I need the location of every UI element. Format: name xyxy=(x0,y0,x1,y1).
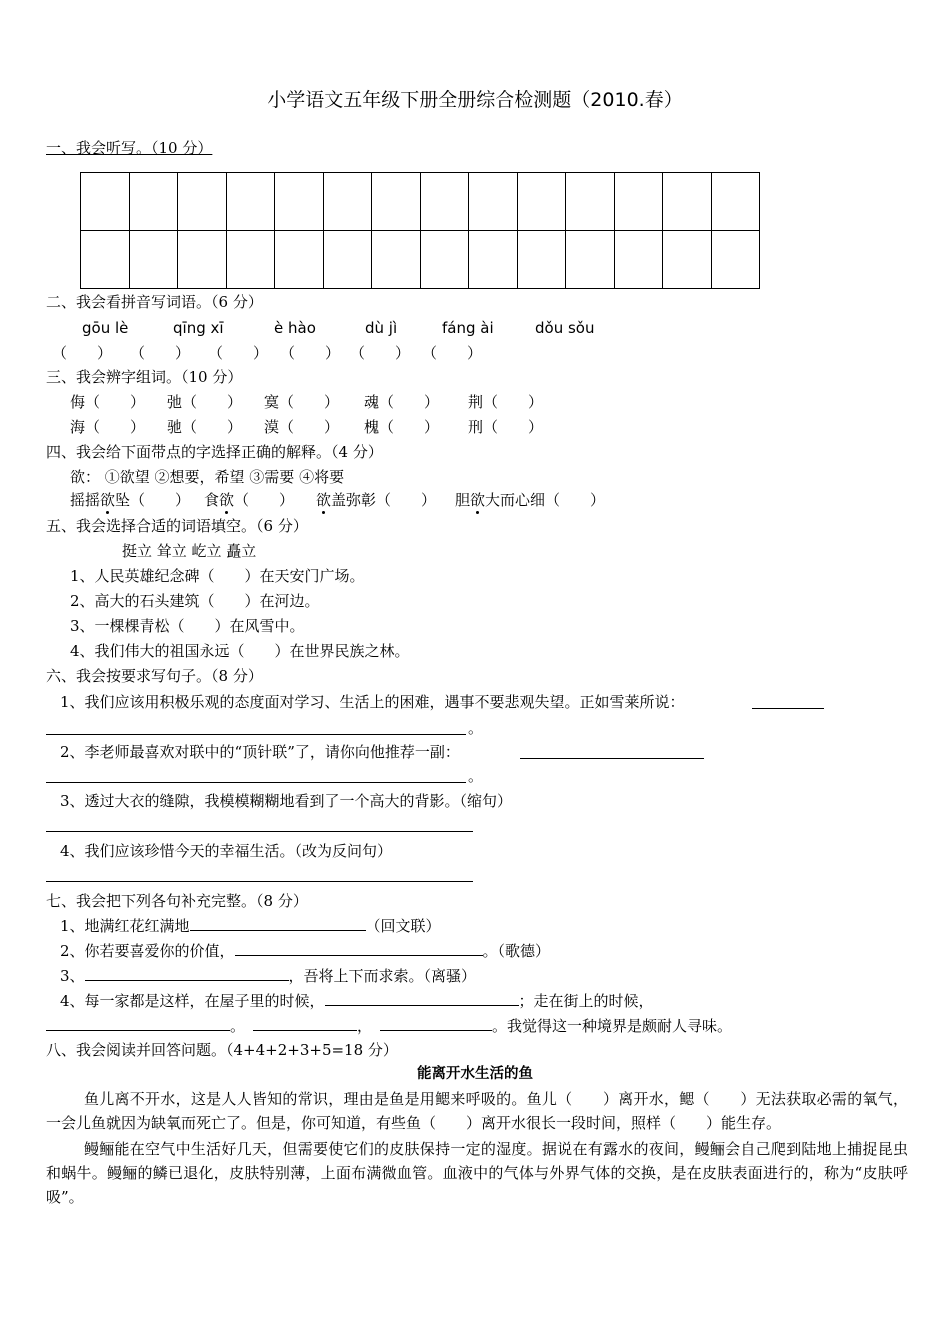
grid-cell[interactable] xyxy=(178,231,227,289)
answer-blank[interactable] xyxy=(325,990,519,1006)
grid-cell[interactable] xyxy=(663,173,712,231)
question-7-4: 4、每一家都是这样，在屋子里的时候， ；走在街上的时候， xyxy=(60,992,654,1010)
grid-cell[interactable] xyxy=(566,173,615,231)
page-title: 小学语文五年级下册全册综合检测题（2010.春） xyxy=(267,89,683,111)
word-item: 侮（ ） xyxy=(70,393,146,411)
pinyin-3: è hào xyxy=(274,319,316,337)
grid-cell[interactable] xyxy=(469,173,518,231)
answer-bracket[interactable]: （ ） xyxy=(130,344,191,362)
answer-line[interactable] xyxy=(520,758,704,759)
question-6-3: 3、透过大衣的缝隙，我模模糊糊地看到了一个高大的背影。（缩句） xyxy=(60,792,513,810)
pinyin-5: fáng ài xyxy=(442,319,494,337)
fill-item: 4、我们伟大的祖国永远（ ）在世界民族之林。 xyxy=(70,642,410,660)
article-title: 能离开水生活的鱼 xyxy=(417,1066,533,1082)
word-choices: 挺立 耸立 屹立 矗立 xyxy=(122,542,257,560)
answer-bracket[interactable]: （ ） xyxy=(52,344,113,362)
dotted-char: 欲 xyxy=(470,491,486,509)
article-paragraph-2: 鳗鲡能在空气中生活好几天，但需要使它们的皮肤保持一定的湿度。据说在有露水的夜间，鳗鲡会自己爬到陆地上捕捉昆虫和蜗牛。鳗鲡的鳞已退化，皮肤特别薄，上面布满微血管。血液中的气体与外界气体的交换，是在皮肤表面进行的，称为“皮肤呼吸”。 xyxy=(46,1140,908,1206)
word-item: 漠（ ） xyxy=(264,418,340,436)
grid-cell[interactable] xyxy=(323,231,372,289)
fill-item: 1、人民英雄纪念碑（ ）在天安门广场。 xyxy=(70,567,365,585)
section-5-heading: 五、我会选择合适的词语填空。（6 分） xyxy=(46,517,308,535)
phrase-item: 欲盖弥彰（ ） xyxy=(316,491,437,509)
answer-blank[interactable] xyxy=(253,1015,357,1031)
grid-cell[interactable] xyxy=(81,173,130,231)
question-7-4-cont: 。 ， 。我觉得这一种境界是颇耐人寻味。 xyxy=(46,1015,732,1036)
answer-bracket[interactable]: （ ） xyxy=(280,344,341,362)
article-paragraph-1: 鱼儿离不开水，这是人人皆知的常识，理由是鱼是用鳃来呼吸的。鱼儿（ ）离开水，鳃（ ）无法获取必需的氧气，一会儿鱼就因为缺氧而死亡了。但是，你可知道，有些鱼（ ）离开水很长一段时间，照样（ ）能生存。 xyxy=(46,1090,908,1132)
grid-cell[interactable] xyxy=(323,173,372,231)
grid-row xyxy=(81,173,760,231)
answer-blank[interactable] xyxy=(46,1015,230,1031)
grid-cell[interactable] xyxy=(566,231,615,289)
dictation-grid xyxy=(80,172,760,289)
question-6-2: 2、李老师最喜欢对联中的“顶针联”了，请你向他推荐一副： xyxy=(60,743,460,761)
answer-line[interactable] xyxy=(46,734,466,735)
section-6-heading: 六、我会按要求写句子。（8 分） xyxy=(46,667,263,685)
answer-line[interactable] xyxy=(46,782,466,783)
section-8-heading: 八、我会阅读并回答问题。（4+4+2+3+5=18 分） xyxy=(46,1041,398,1059)
answer-blank[interactable] xyxy=(85,965,289,981)
answer-line[interactable] xyxy=(46,881,473,882)
grid-cell[interactable] xyxy=(663,231,712,289)
grid-cell[interactable] xyxy=(711,173,760,231)
period: 。 xyxy=(468,767,484,785)
word-item: 荆（ ） xyxy=(468,393,544,411)
word-item: 槐（ ） xyxy=(364,418,440,436)
answer-bracket[interactable]: （ ） xyxy=(208,344,269,362)
answer-blank[interactable] xyxy=(380,1015,492,1031)
grid-cell[interactable] xyxy=(420,173,469,231)
section-3-heading: 三、我会辨字组词。（10 分） xyxy=(46,368,243,386)
phrase-item: 摇摇欲坠（ ） xyxy=(70,491,191,509)
grid-cell[interactable] xyxy=(372,231,421,289)
grid-cell[interactable] xyxy=(129,173,178,231)
pinyin-6: dǒu sǒu xyxy=(535,319,595,337)
fill-item: 2、高大的石头建筑（ ）在河边。 xyxy=(70,592,320,610)
grid-row xyxy=(81,231,760,289)
grid-cell[interactable] xyxy=(226,231,275,289)
word-item: 刑（ ） xyxy=(468,418,544,436)
question-6-1: 1、我们应该用积极乐观的态度面对学习、生活上的困难，遇事不要悲观失望。正如雪莱所说： xyxy=(60,693,685,711)
section-1-heading: 一、我会听写。（10 分） xyxy=(46,139,213,157)
grid-cell[interactable] xyxy=(614,231,663,289)
word-item: 弛（ ） xyxy=(167,393,243,411)
meaning-options: 欲： ①欲望 ②想要，希望 ③需要 ④将要 xyxy=(70,468,345,486)
section-4-heading: 四、我会给下面带点的字选择正确的解释。（4 分） xyxy=(46,443,383,461)
grid-cell[interactable] xyxy=(275,173,324,231)
answer-blank[interactable] xyxy=(190,915,366,931)
word-item: 魂（ ） xyxy=(364,393,440,411)
dotted-char: 欲 xyxy=(100,491,116,509)
pinyin-1: gōu lè xyxy=(82,319,129,337)
question-7-2: 2、你若要喜爱你的价值， 。（歌德） xyxy=(60,942,551,960)
grid-cell[interactable] xyxy=(517,231,566,289)
section-2-heading: 二、我会看拼音写词语。（6 分） xyxy=(46,293,263,311)
grid-cell[interactable] xyxy=(129,231,178,289)
grid-cell[interactable] xyxy=(420,231,469,289)
word-item: 寞（ ） xyxy=(264,393,340,411)
question-6-4: 4、我们应该珍惜今天的幸福生活。（改为反问句） xyxy=(60,842,393,860)
grid-cell[interactable] xyxy=(178,173,227,231)
grid-cell[interactable] xyxy=(275,231,324,289)
answer-bracket[interactable]: （ ） xyxy=(422,344,483,362)
dotted-char: 欲 xyxy=(316,491,332,509)
grid-cell[interactable] xyxy=(81,231,130,289)
answer-blank[interactable] xyxy=(235,940,483,956)
pinyin-2: qīng xī xyxy=(173,319,224,337)
answer-line[interactable] xyxy=(752,708,824,709)
grid-cell[interactable] xyxy=(372,173,421,231)
pinyin-4: dù jì xyxy=(365,319,398,337)
grid-cell[interactable] xyxy=(711,231,760,289)
word-item: 驰（ ） xyxy=(167,418,243,436)
phrase-item: 胆欲大而心细（ ） xyxy=(455,491,606,509)
question-7-1: 1、地满红花红满地 （回文联） xyxy=(60,917,441,935)
dotted-char: 欲 xyxy=(219,491,235,509)
period: 。 xyxy=(468,719,484,737)
question-7-3: 3、 ，吾将上下而求索。（离骚） xyxy=(60,967,477,985)
fill-item: 3、一棵棵青松（ ）在风雪中。 xyxy=(70,617,305,635)
section-7-heading: 七、我会把下列各句补充完整。（8 分） xyxy=(46,892,308,910)
grid-cell[interactable] xyxy=(469,231,518,289)
grid-cell[interactable] xyxy=(226,173,275,231)
answer-line[interactable] xyxy=(46,831,473,832)
grid-cell[interactable] xyxy=(517,173,566,231)
word-item: 海（ ） xyxy=(70,418,146,436)
answer-bracket[interactable]: （ ） xyxy=(350,344,411,362)
grid-cell[interactable] xyxy=(614,173,663,231)
phrase-item: 食欲（ ） xyxy=(204,491,295,509)
